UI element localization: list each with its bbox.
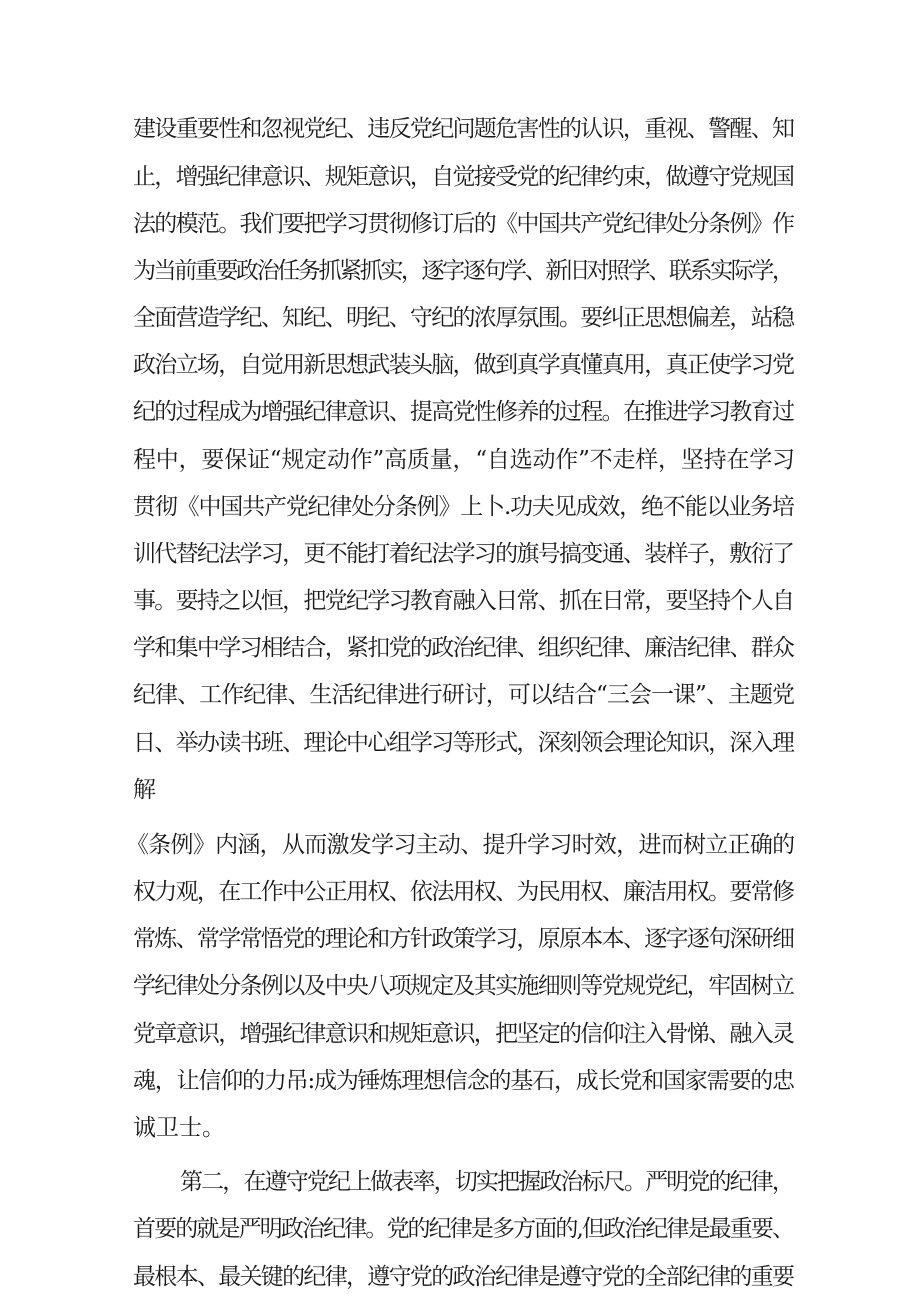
text-line: 解: [133, 777, 156, 803]
text-line: 止，增强纪律意识、规矩意识，自觉接受党的纪律约束，做遵守党规国: [133, 164, 794, 190]
text-line: 诚卫士。: [133, 1115, 225, 1141]
text-line: 最根本、最关键的纪律，遵守党的政治纪律是遵守党的全部纪律的重要: [133, 1264, 794, 1290]
text-line: 训代替纪法学习，更不能打着纪法学习的旗号搞变通、装样子，敷衍了: [133, 541, 794, 567]
text-line: 纪的过程成为增强纪律意识、提高党性修养的过程。在推进学习教育过: [133, 399, 794, 425]
text-line: 事。要持之以恒，把党纪学习教育融入日常、抓在日常，要坚持个人自: [133, 588, 794, 614]
text-line: 建设重要性和忽视党纪、违反党纪问题危害性的认识，重视、警醒、知: [133, 116, 794, 142]
text-line: 常炼、常学常悟党的理论和方针政策学习，原原本本、逐字逐句深研细: [133, 926, 794, 952]
text-line: 学纪律处分条例以及中央八项规定及其实施细则等党规党纪，牢固树立: [133, 973, 794, 999]
text-line: 为当前重要政治任务抓紧抓实，逐字逐句学、新旧对照学、联系实际学，: [133, 258, 793, 284]
text-line: 贯彻《中国共产党纪律处分条例》上卜.功夫见成效，绝不能以业务培: [133, 494, 794, 520]
text-line: 学和集中学习相结合，紧扣党的政治纪律、组织纪律、廉洁纪律、群众: [133, 635, 794, 661]
text-line: 法的模范。我们要把学习贯彻修订后的《中国共产党纪律处分条例》作: [133, 211, 794, 237]
text-line: 纪律、工作纪律、生活纪律进行研讨，可以结合“三会一课”、主题党: [133, 682, 795, 708]
text-line: 全面营造学纪、知纪、明纪、守纪的浓厚氛围。要纠正思想偏差，站稳: [133, 305, 794, 331]
text-line: 魂，让信仰的力吊:成为锤炼理想信念的基石，成长党和国家需要的忠: [133, 1068, 794, 1094]
text-line: 日、举办读书班、理论中心组学习等形式，深刻领会理论知识，深入理: [133, 730, 794, 756]
text-line: 党章意识，增强纪律意识和规矩意识，把坚定的信仰注入骨悌、融入灵: [133, 1021, 794, 1047]
text-line: 《条例》内涵，从而激发学习主动、提升学习时效，进而树立正确的: [126, 832, 795, 858]
text-line: 程中，要保证“规定动作”高质量，“自选动作”不走样，坚持在学习: [133, 447, 795, 473]
text-line: 权力观，在工作中公正用权、依法用权、为民用权、廉洁用权。要常修: [133, 879, 794, 905]
text-line: 政治立场，自觉用新思想武装头脑，做到真学真懂真用，真正使学习党: [133, 352, 794, 378]
paragraph-first-line: 第二，在遵守党纪上做表率，切实把握政治标尺。严明党的纪律，: [180, 1169, 794, 1195]
text-line: 首要的就是严明政治纪律。党的纪律是多方面的,但政治纪律是最重要、: [133, 1216, 794, 1242]
